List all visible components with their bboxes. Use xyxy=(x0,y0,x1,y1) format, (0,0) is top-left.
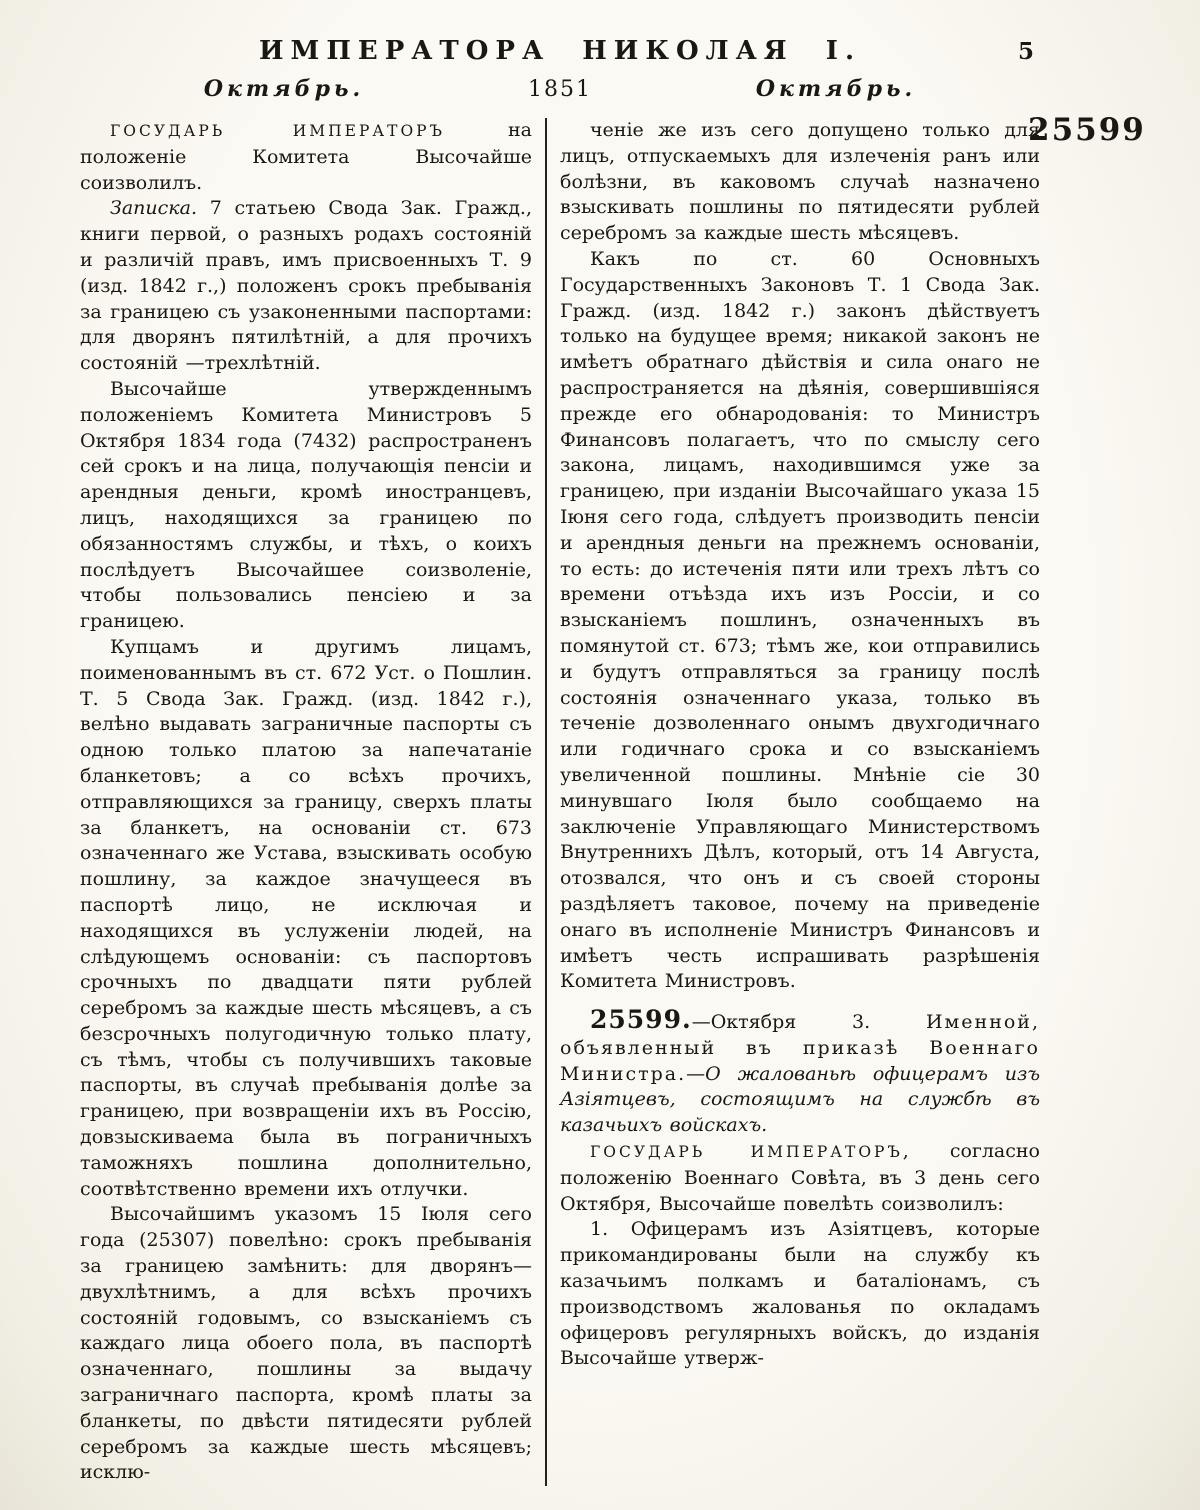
two-column-layout xyxy=(80,118,1040,1486)
left-column xyxy=(80,118,532,1486)
paragraph-zapiska xyxy=(80,196,532,377)
margin-act-number: 25599 xyxy=(1028,112,1146,148)
column-divider xyxy=(545,118,547,1486)
zapiska-lead: Записка. xyxy=(110,197,197,220)
page-header xyxy=(80,36,1040,70)
paragraph-finance-minister-opinion: Какъ по ст. 60 Основныхъ Государственныхъ Законовъ Т. 1 Свода Зак. Гражд. (изд. 1842 г.) законъ дѣйствуетъ только на будущее время; никакой законъ не имѣетъ обратнаго дѣйствія и сила онаго не распространяется на дѣянія, совершившіяся прежде его обнародованія: то Министръ Финансовъ полагаетъ, что по смыслу сего закона, лицамъ, находившимся уже за границею, при изданіи Высочайшаго указа 15 Іюня сего года, слѣдуетъ производить пенсіи и арендныя деньги на прежнемъ основаніи, то есть: до истеченія пяти или трехъ лѣтъ со времени отъѣзда ихъ изъ Россіи, и со взысканіемъ пошлинъ, означенныхъ въ помянутой ст. 673; тѣмъ же, кои отправились и будутъ отправляться за границу послѣ состоянія означеннаго указа, только въ теченіе дозволеннаго онымъ двухгодичнаго или годичнаго срока и со взысканіемъ увеличенной пошлины. Мнѣніе сіе 30 минувшаго Іюля было сообщаемо на заключеніе Управляющаго Министерствомъ Внутреннихъ Дѣлъ, который, отъ 14 Августа, отозвался, что онъ и съ своей стороны раздѣляетъ таковое, почему на приведеніе онаго въ исполненіе Министръ Финансовъ и имѣетъ честь испрашивать разрѣшенія Комитета Министровъ. xyxy=(560,247,1040,993)
act-kind: Именной, объявленный въ приказѣ Военнаго Министра. xyxy=(560,1011,1040,1085)
paragraph-text: на положеніе Комитета Высочайше соизволилъ. xyxy=(80,119,532,194)
right-column xyxy=(560,118,1040,1486)
act-title: —О жалованьѣ офицерамъ изъ Азіятцевъ, состоящимъ на службѣ въ казачьихъ войскахъ. xyxy=(560,1062,1040,1137)
paragraph-exception-continuation: ченіе же изъ сего допущено только для лицъ, отпускаемыхъ для излеченія ранъ или болѣзни, въ каковомъ случаѣ назначено взыскивать пошлины по пятидесяти рублей серебромъ за каждые шесть мѣсяцевъ. xyxy=(560,119,1040,245)
paragraph-imperial-assent xyxy=(80,118,532,196)
paragraph-ukaz-15-july: Высочайшимъ указомъ 15 Іюля сего года (25307) повелѣно: срокъ пребыванія за границею замѣнить: для дворянъ—двухлѣтнимъ, а для всѣхъ прочихъ состояній годовымъ, со взысканіемъ съ каждаго лица обоего пола, въ паспортѣ означеннаго, пошлины за выдачу заграничнаго паспорта, кромѣ платы за бланкеты, по двѣсти пятидесяти рублей серебромъ за каждые шесть мѣсяцевъ; исклю- xyxy=(80,1203,532,1484)
paragraph-text: 7 статьею Свода Зак. Гражд., книги первой, о разныхъ родахъ состояній и различій правъ, имъ присвоенныхъ Т. 9 (изд. 1842 г.,) положенъ срокъ пребыванія за границею съ узаконенными паспортами: для дворянъ пятилѣтній, а для прочихъ состояній —трехлѣтній. xyxy=(80,197,532,375)
paragraph-text: , согласно положенію Военнаго Совѣта, въ 3 день сего Октября, Высочайше повелѣть соизволилъ: xyxy=(560,1140,1040,1215)
act-date: —Октября 3. xyxy=(691,1011,926,1034)
sovereign-lead: ГОСУДАРЬ ИМПЕРАТОРЪ xyxy=(590,1143,903,1162)
page-number: 5 xyxy=(1017,38,1034,65)
page-title: ИМПЕРАТОРА НИКОЛАЯ I. xyxy=(258,36,861,66)
subheader-month-left: Октябрь. xyxy=(203,76,365,102)
subheader-month-right: Октябрь. xyxy=(755,76,917,102)
paragraph-officers-asians: 1. Офицерамъ изъ Азіятцевъ, которые прикомандированы были на службу къ казачьимъ полкамъ и баталіонамъ, съ производствомъ жалованья по окладамъ офицеровъ регулярныхъ войскъ, до изданія Высочайше утверж- xyxy=(560,1218,1040,1370)
paragraph-committee-1834: Высочайше утвержденнымъ положеніемъ Комитета Министровъ 5 Октября 1834 года (7432) распространенъ сей срокъ и на лица, получающія пенсіи и арендныя деньги, кромѣ иностранцевъ, лицъ, находящихся за границею по обязанностямъ службы, и тѣхъ, о коихъ послѣдуетъ Высочайшее соизволеніе, чтобы пользовались пенсіею и за границею. xyxy=(80,377,532,633)
act-heading-25599 xyxy=(560,1007,1040,1139)
sovereign-lead: ГОСУДАРЬ ИМПЕРАТОРЪ xyxy=(110,122,445,140)
text-block xyxy=(80,36,1040,1486)
paragraph-merchants-passports: Купцамъ и другимъ лицамъ, поименованнымъ въ ст. 672 Уст. о Пошлин. Т. 5 Свода Зак. Гражд. (изд. 1842 г.), велѣно выдавать заграничные паспорты съ одною только платою за напечатаніе бланкетовъ; а со всѣхъ прочихъ, отправляющихся за границу, сверхъ платы за бланкетъ, на основаніи ст. 673 означеннаго же Устава, взыскивать особую пошлину, за каждое значущееся въ паспортѣ лицо, не исключая и находящихся въ услуженіи людей, на слѣдующемъ основаніи: съ паспортовъ срочныхъ по двадцати пяти рублей серебромъ за каждые шесть мѣсяцевъ, а съ безсрочныхъ полугодичную только плату, съ тѣмъ, чтобы съ получившихъ таковые паспорты, въ случаѣ пребыванія долѣе за границею, при возвращеніи ихъ въ Россію, довзыскиваема была въ пограничныхъ таможняхъ пошлина дополнительно, соотвѣтственно времени ихъ отлучки. xyxy=(80,635,532,1200)
subheader-year: 1851 xyxy=(528,77,592,102)
act-number: 25599. xyxy=(590,1005,692,1035)
page-subheader xyxy=(80,76,1040,106)
paragraph-imperial-order xyxy=(560,1139,1040,1217)
